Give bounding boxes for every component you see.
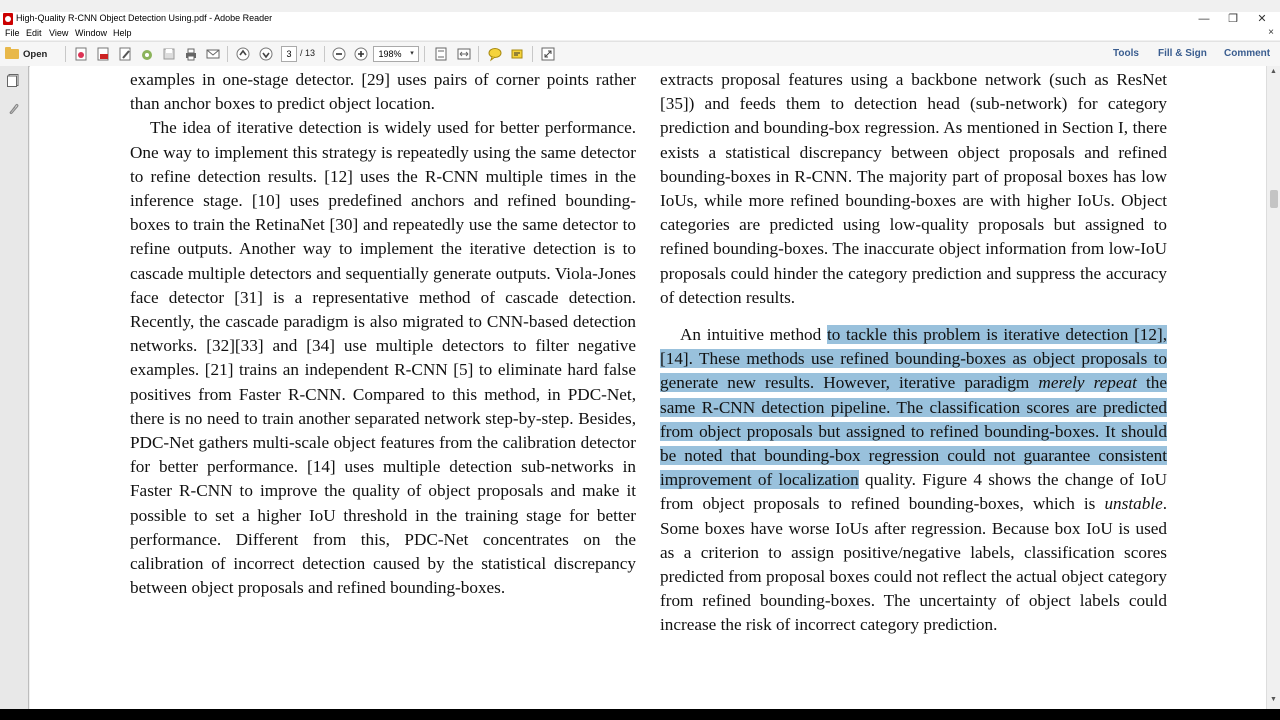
emphasis-text: unstable — [1104, 494, 1163, 514]
navigation-pane — [0, 66, 29, 709]
paragraph: extracts proposal features using a backbone network (such as ResNet [35]) and feeds them to detection head (sub-network) for category prediction and bounding-box regression. As mentioned in Section I, there exists a statistical discrepancy between object proposals and refined bounding-boxes in R-CNN. The majority part of proposal boxes has low IoUs, while more refined bounding-boxes are with higher IoUs. Object categories are predicted using low-quality proposals but assigned to refined bounding-boxes. The inaccurate object information from low-IoU proposals could hinder the category prediction and suppress the accuracy of detection results. — [660, 70, 1167, 307]
page-number-input[interactable]: 3 — [281, 46, 297, 62]
fit-page-icon[interactable] — [433, 46, 449, 62]
document-page[interactable] — [30, 66, 1266, 709]
previous-page-icon[interactable] — [235, 46, 251, 62]
open-button-label: Open — [23, 48, 48, 60]
paragraph: The idea of iterative detection is widely used for better performance. One way to implement this strategy is repeatedly using the same detector to refine detection results. [12] uses the R-CNN multiple times in the inference stage. [10] uses predefined anchors and refined bounding-boxes to train the RetinaNet [30] and repeatedly use the same detector to refine outputs. Another way to implement the iterative detection is to cascade multiple detectors and sequentially generate outputs. Viola-Jones face detector [31] is a representative method of cascade detection. Recently, the cascade paradigm is also migrated to CNN-based detection networks. [32][33] and [34] use multiple detectors to filter negative examples. [21] trains an independent R-CNN [5] to eliminate hard false positives from Faster R-CNN. Compared to this method, in PDC-Net, there is no need to train another separated network step-by-step. Besides, PDC-Net gathers multi-scale object features from the calibration detector for better performance. [14] uses multiple detection sub-networks in Faster R-CNN to improve the quality of object proposals and make it possible to set a higher IoU threshold in the training stage for better performance. Different from this, PDC-Net concentrates on the calibration of incorrect detection caused by the statistical discrepancy between object proposals and refined bounding-boxes. — [130, 118, 636, 598]
toolbar-separator — [532, 46, 533, 62]
menu-window[interactable]: Window — [75, 28, 108, 38]
toolbar-separator — [478, 46, 479, 62]
window-title: High-Quality R-CNN Object Detection Using.pdf - Adobe Reader — [16, 13, 273, 23]
folder-icon — [5, 49, 19, 59]
fill-sign-panel-button[interactable]: Fill & Sign — [1158, 48, 1207, 59]
next-page-icon[interactable] — [258, 46, 274, 62]
screen-bottom-edge — [0, 709, 1280, 720]
toolbar-separator — [227, 46, 228, 62]
menu-file[interactable]: File — [5, 28, 20, 38]
page-total: / 13 — [300, 48, 316, 58]
save-icon[interactable] — [161, 46, 177, 62]
restore-button[interactable]: ❐ — [1228, 13, 1238, 25]
print-icon[interactable] — [183, 46, 199, 62]
text-run: quality. Figure 4 shows the change of IoU from object proposals to refined bounding-boxes, which is — [660, 470, 1167, 514]
scroll-down-arrow[interactable]: ▼ — [1270, 696, 1277, 703]
zoom-dropdown-arrow[interactable]: ▾ — [406, 46, 419, 62]
zoom-out-icon[interactable] — [331, 46, 347, 62]
toolbar-separator — [65, 46, 66, 62]
export-pdf-icon[interactable] — [95, 46, 111, 62]
paragraph-gap — [660, 310, 1167, 323]
text-run: An intuitive method — [680, 325, 827, 345]
adobe-reader-icon — [3, 13, 13, 25]
zoom-in-icon[interactable] — [353, 46, 369, 62]
tools-panel-button[interactable]: Tools — [1113, 48, 1139, 59]
toolbar-separator — [424, 46, 425, 62]
create-pdf-icon[interactable] — [73, 46, 89, 62]
text-run: to tackle this problem is iterative detection [12], [14]. These methods use refined bounding-boxes as object proposals to generate new results. However, iterative paradigm — [660, 325, 1167, 393]
toolbar-separator — [324, 46, 325, 62]
fit-width-icon[interactable] — [456, 46, 472, 62]
menu-bar — [0, 27, 1280, 40]
close-button[interactable]: ✕ — [1257, 13, 1267, 25]
right-column — [660, 68, 1167, 638]
read-mode-icon[interactable] — [540, 46, 556, 62]
toolbar — [0, 41, 1280, 67]
vertical-scrollbar[interactable] — [1266, 66, 1280, 709]
menu-view[interactable]: View — [49, 28, 69, 38]
title-bar — [0, 12, 1280, 27]
highlight-text-icon[interactable] — [509, 46, 525, 62]
page-thumbnails-icon[interactable] — [7, 74, 19, 87]
text-run: the same R-CNN detection pipeline. The classification scores are predicted from object proposals but assigned to refined bounding-boxes. It should be noted that bounding-box regression could not guarantee consistent improvement of localization — [660, 373, 1167, 490]
emphasis-text: merely repeat — [1038, 373, 1137, 393]
edit-pdf-icon[interactable] — [117, 46, 133, 62]
sticky-note-icon[interactable] — [487, 46, 503, 62]
open-button[interactable] — [5, 45, 47, 63]
text-run: . Some boxes have worse IoUs after regression. Because box IoU is used as a criterion to assign positive/negative labels, classification scores predicted from proposal boxes could not reflect the actual object category from refined bounding-boxes. The uncertainty of object labels could increase the risk of incorrect category prediction. — [660, 494, 1167, 635]
zoom-level-input[interactable]: 198% — [373, 46, 407, 62]
scroll-up-arrow[interactable]: ▲ — [1270, 68, 1277, 75]
share-icon[interactable] — [139, 46, 155, 62]
email-icon[interactable] — [205, 46, 221, 62]
close-document-button[interactable]: × — [1268, 27, 1274, 38]
attachments-icon[interactable] — [7, 102, 19, 115]
menu-help[interactable]: Help — [113, 28, 132, 38]
comment-panel-button[interactable]: Comment — [1224, 48, 1271, 59]
minimize-button[interactable]: — — [1198, 13, 1210, 25]
menu-edit[interactable]: Edit — [26, 28, 42, 38]
paragraph-with-selection — [660, 323, 1167, 638]
paragraph: examples in one-stage detector. [29] uses pairs of corner points rather than anchor boxes to predict object location. — [130, 70, 636, 114]
left-column — [130, 68, 636, 600]
scrollbar-thumb[interactable] — [1270, 190, 1278, 208]
selected-text[interactable] — [660, 325, 1167, 489]
